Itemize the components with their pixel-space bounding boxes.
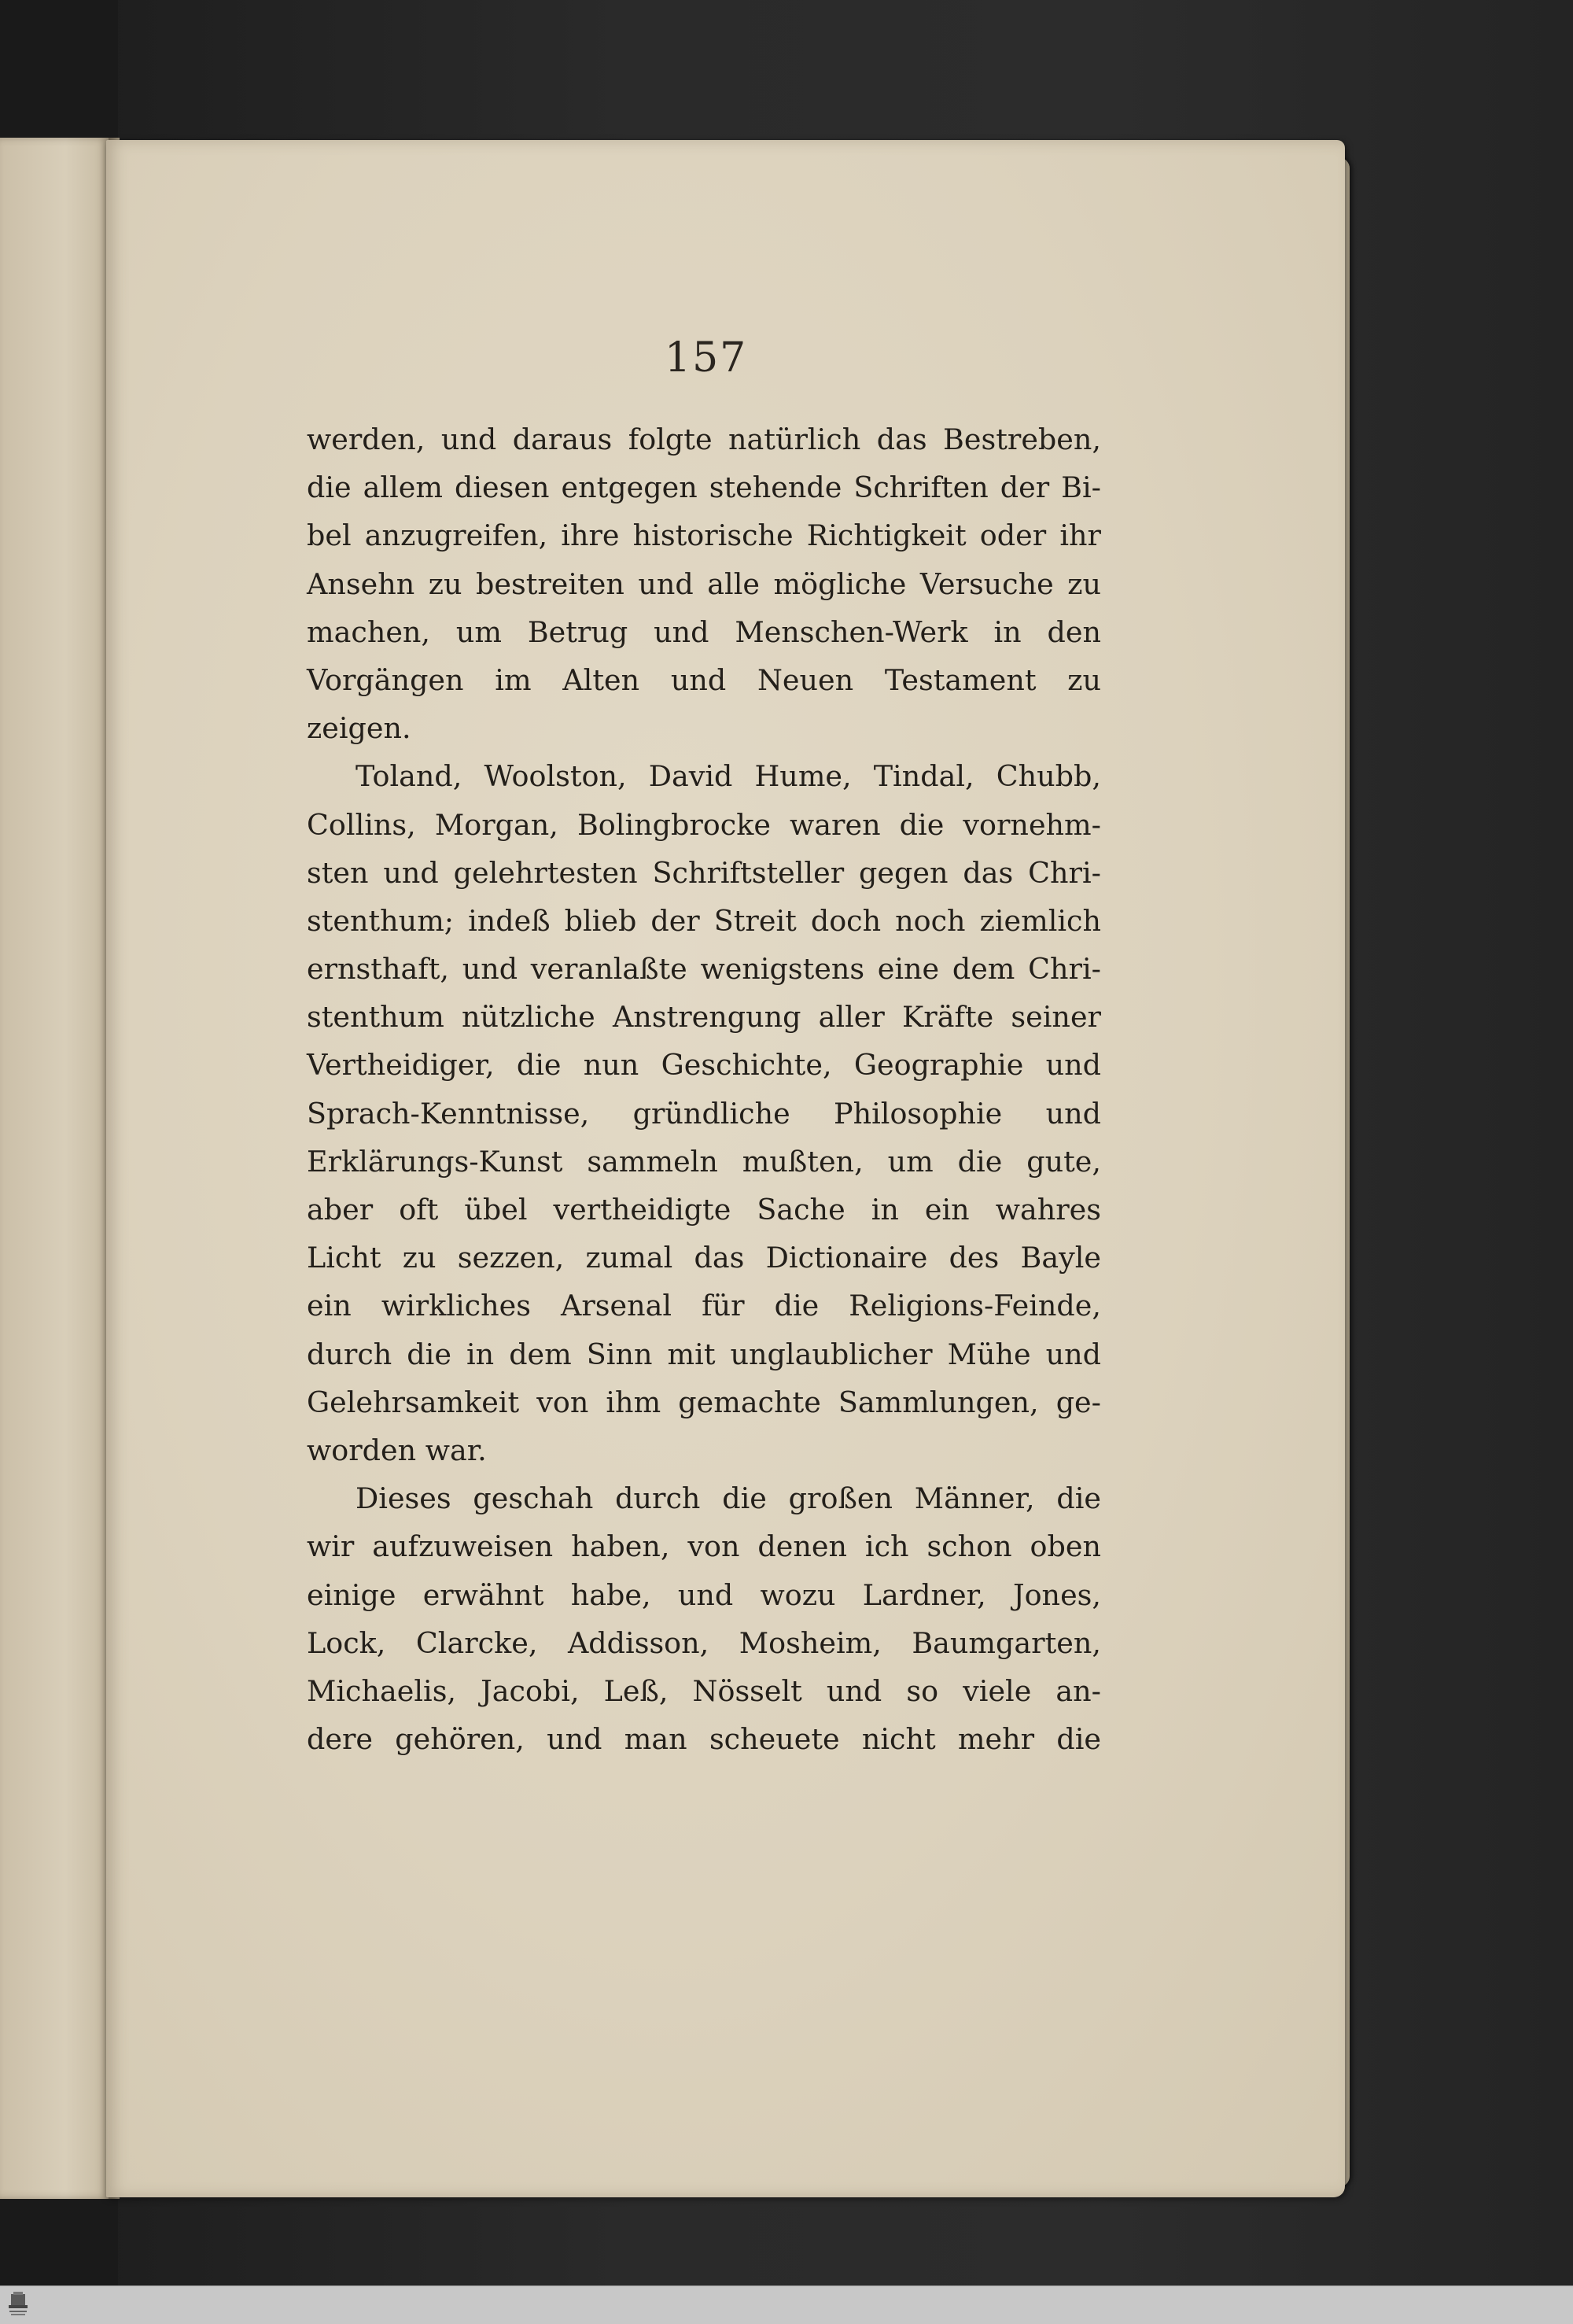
library-logo-icon[interactable] xyxy=(6,2291,30,2318)
page-body-text xyxy=(307,415,1101,1763)
text-line: Michaelis, Jacobi, Leß, Nösselt und so viele an- xyxy=(307,1673,1101,1708)
text-line: Licht zu sezzen, zumal das Dictionaire des Bayle xyxy=(307,1241,1101,1275)
paragraph xyxy=(307,752,1101,1474)
paragraph xyxy=(307,1474,1101,1763)
text-line: worden war. xyxy=(307,1433,487,1467)
text-line: Erklärungs-Kunst sammeln mußten, um die gute, xyxy=(307,1144,1101,1179)
text-line: durch die in dem Sinn mit unglaublicher Mühe und xyxy=(307,1337,1101,1371)
text-line: die allem diesen entgegen stehende Schriften der Bi- xyxy=(307,470,1101,505)
text-line: werden, und daraus folgte natürlich das Bestreben, xyxy=(307,422,1101,456)
text-line: Gelehrsamkeit von ihm gemachte Sammlungen, ge- xyxy=(307,1385,1101,1419)
page-number: 157 xyxy=(665,334,748,382)
text-line: Dieses geschah durch die großen Männer, die xyxy=(355,1481,1101,1516)
text-line: Vorgängen im Alten und Neuen Testament zu xyxy=(307,662,1101,697)
text-line: aber oft übel vertheidigte Sache in ein wahres xyxy=(307,1193,1101,1227)
text-line: stenthum nützliche Anstrengung aller Kräfte seiner xyxy=(307,1000,1101,1035)
text-line: ernsthaft, und veranlaßte wenigstens eine dem Chri- xyxy=(307,952,1101,987)
text-line: Ansehn zu bestreiten und alle mögliche Versuche zu xyxy=(307,566,1101,601)
text-line: wir aufzuweisen haben, von denen ich schon oben xyxy=(307,1529,1101,1564)
text-line: Vertheidiger, die nun Geschichte, Geographie und xyxy=(307,1048,1101,1083)
paragraph xyxy=(307,415,1101,752)
text-line: bel anzugreifen, ihre historische Richtigkeit oder ihr xyxy=(307,518,1101,553)
text-line: zeigen. xyxy=(307,711,411,746)
text-line: stenthum; indeß blieb der Streit doch noch ziemlich xyxy=(307,903,1101,938)
viewer-bottom-bar xyxy=(0,2285,1573,2324)
text-line: dere gehören, und man scheuete nicht mehr die xyxy=(307,1722,1101,1757)
text-line: machen, um Betrug und Menschen-Werk in den xyxy=(307,614,1101,649)
text-line: Collins, Morgan, Bolingbrocke waren die vornehm- xyxy=(307,807,1101,842)
left-page-edge xyxy=(0,138,111,2199)
text-line: Lock, Clarcke, Addisson, Mosheim, Baumgarten, xyxy=(307,1625,1101,1660)
text-line: einige erwähnt habe, und wozu Lardner, Jones, xyxy=(307,1577,1101,1612)
text-line: Sprach-Kenntnisse, gründliche Philosophie und xyxy=(307,1096,1101,1131)
text-line: sten und gelehrtesten Schriftsteller gegen das Chri- xyxy=(307,855,1101,890)
text-line: Toland, Woolston, David Hume, Tindal, Chubb, xyxy=(355,759,1101,794)
text-line: ein wirkliches Arsenal für die Religions-Feinde, xyxy=(307,1289,1101,1323)
